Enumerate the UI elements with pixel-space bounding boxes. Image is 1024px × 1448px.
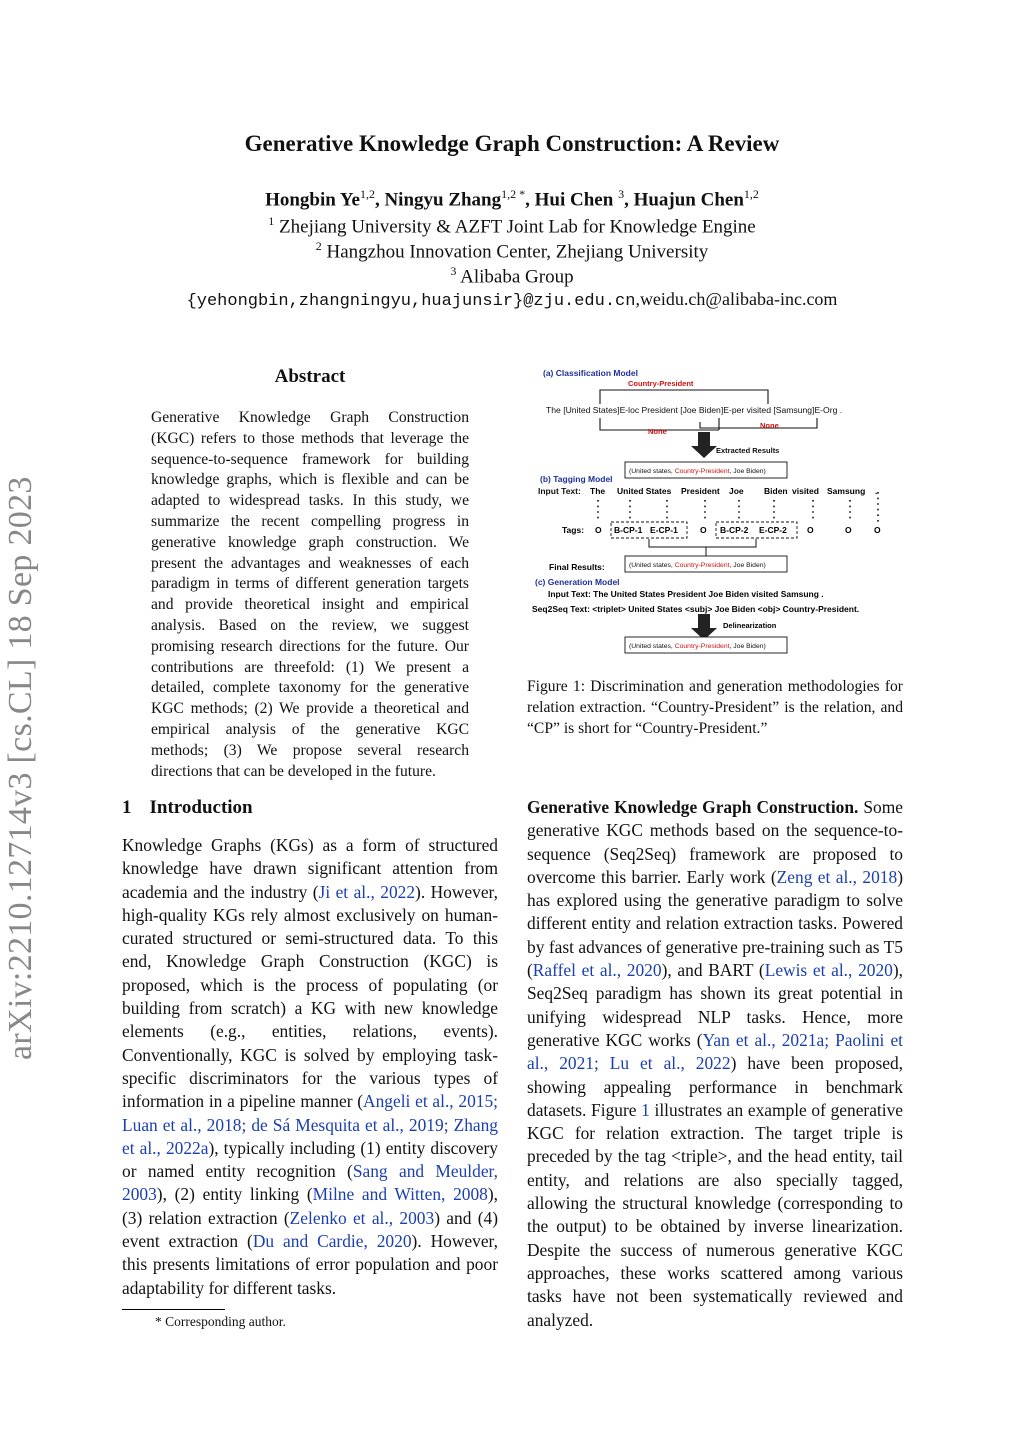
- fig-b-token: United States: [617, 486, 672, 496]
- fig-b-dotted-lines: [598, 492, 878, 522]
- author-sup: 3: [618, 187, 625, 201]
- section-title: Introduction: [149, 797, 253, 818]
- affiliation-sup: 2: [315, 239, 322, 253]
- intro-paragraph: [122, 834, 498, 1300]
- fig-b-token: Biden: [764, 486, 788, 496]
- affiliation-sup: 1: [268, 214, 275, 228]
- fig-b-input-label: Input Text:: [538, 486, 581, 496]
- section-number: 1: [122, 797, 132, 818]
- body-text: ), (3) relation extraction (: [122, 1184, 498, 1228]
- citation-link[interactable]: Zelenko et al., 2003: [289, 1207, 435, 1228]
- fig-b-token: visited: [792, 486, 819, 496]
- citation-link[interactable]: Yan et al., 2021a; Paolini et al., 2021; Lu et al., 2022: [527, 1029, 903, 1074]
- author-name: Huajun Chen: [633, 189, 744, 211]
- fig-triple-2: (United states, Country-President, Joe Biden): [629, 562, 766, 569]
- author-name: Hongbin Ye: [265, 189, 360, 211]
- author-sup: 1,2 *: [501, 187, 526, 201]
- fig-extracted: Extracted Results: [716, 446, 780, 455]
- author-emails: [0, 289, 1024, 311]
- citation-link[interactable]: Angeli et al., 2015; Luan et al., 2018; de Sá Mesquita et al., 2019; Zhang et al., 2022a: [122, 1091, 498, 1158]
- fig-b-tag: E-CP-1: [650, 525, 678, 535]
- figure-caption: Figure 1: Discrimination and generation methodologies for relation extraction. “Country-President” is the relation, and “CP” is short for “Country-President.”: [527, 678, 903, 737]
- author-sup: 1,2: [359, 187, 375, 201]
- author-list: Hongbin Ye$^{1,2}$, Ningyu Zhang$^{1,2 *}$, Hui Chen $^3$, Huajun Chen$^{1,2}$: [265, 187, 759, 211]
- fig-b-tag: E-CP-2: [759, 525, 787, 535]
- fig-a-label: (a) Classification Model: [543, 368, 638, 378]
- figure-1: [530, 362, 910, 662]
- footnote-rule: [122, 1309, 225, 1310]
- section-heading: [122, 797, 271, 819]
- abstract-heading: Abstract: [274, 366, 346, 387]
- body-text: ). However, this presents limitations of error population and poor adaptability for different tasks.: [122, 1231, 498, 1298]
- body-text: ). However, high-quality KGs rely almost exclusively on human-curated structured or semi-structured data. To this end, Knowledge Graph Construction (KGC) is proposed, which is the process of populating (or building from scratch) a KG with new knowledge elements (e.g., entities, relations, events). Conventionally, KGC is solved by employing task-specific discriminators for the various types of information in a pipeline manner (: [122, 881, 498, 1112]
- body-text: Knowledge Graphs (KGs) as a form of structured knowledge have drawn significant attention from academia and the industry (: [122, 835, 498, 902]
- fig-final-label: Final Results:: [549, 562, 605, 572]
- fig-b-tag: B-CP-1: [614, 525, 643, 535]
- body-text: ) and (4) event extraction (: [122, 1207, 498, 1252]
- body-text: ) has explored using the generative paradigm to solve different entity and relation extraction tasks. Powered by fast advances of generative pre-training such as T5 (: [527, 866, 903, 981]
- fig-a-none-2: None: [760, 421, 779, 430]
- fig-triple-1: (United states, Country-President, Joe Biden): [629, 468, 766, 475]
- affiliation-text: Zhejiang University & AZFT Joint Lab for Knowledge Engine: [279, 216, 756, 238]
- citation-link[interactable]: Ji et al., 2022: [318, 881, 416, 902]
- fig-b-tag: B-CP-2: [720, 525, 749, 535]
- fig-a-none-1: None: [648, 427, 667, 436]
- figure-ref-link[interactable]: 1: [641, 1099, 650, 1120]
- fig-b-token: .: [875, 486, 878, 496]
- fig-b-tag: O: [807, 525, 814, 535]
- fig-a-sentence: The [United States]E-loc President [Joe Biden]E-per visited [Samsung]E-Org .: [546, 405, 843, 415]
- affiliation: [0, 214, 1024, 238]
- citation-link[interactable]: Sang and Meulder, 2003: [122, 1161, 498, 1205]
- affiliation: [0, 239, 1024, 263]
- right-paragraph: [527, 796, 903, 1332]
- fig-arrow-a: [691, 432, 717, 458]
- fig-b-tokens: [590, 486, 877, 496]
- body-text: ), typically including (1) entity discovery or named entity recognition (: [122, 1137, 498, 1182]
- fig-b-tag: O: [595, 525, 602, 535]
- paper-title: Generative Knowledge Graph Construction: A Review: [244, 131, 780, 156]
- email-mono: {yehongbin,zhangningyu,huajunsir}@zju.edu.cn: [186, 292, 636, 311]
- abstract-text: Generative Knowledge Graph Construction (KGC) refers to those methods that leverage the sequence-to-sequence framework for building knowledge graphs, which is flexible and can be adapted to widespread tasks. In this study, we summarize the recent compelling progress in generative knowledge graph construction. We present the advantages and weaknesses of each paradigm in terms of different generation targets and provide theoretical insight and empirical analysis. Based on the review, we suggest promising research directions for the future. Our contributions are threefold: (1) We present a detailed, complete taxonomy for the generative KGC methods; (2) We provide a theoretical and empirical analysis of the generative KGC methods; (3) We propose several research directions that can be developed in the future.: [151, 409, 469, 780]
- citation-link[interactable]: Lewis et al., 2020: [764, 960, 893, 981]
- fig-b-tag: O: [874, 525, 881, 535]
- arxiv-side-label: arXiv:2210.12714v3 [cs.CL] 18 Sep 2023: [2, 476, 39, 1060]
- citation-link[interactable]: Du and Cardie, 2020: [252, 1231, 412, 1252]
- body-text: illustrates an example of generative KGC for relation extraction. The target triple is preceded by the tag <triple>, and the head entity, tail entity, and relations are also specially tagged, allowing the structural knowledge (corresponding to the output) to be obtained by inverse linearization. Despite the success of numerous generative KGC approaches, these works scattered among various tasks have not been systematically reviewed and analyzed.: [527, 1099, 903, 1330]
- fig-b-tag: O: [845, 525, 852, 535]
- affiliation-text: Hangzhou Innovation Center, Zhejiang University: [326, 241, 709, 263]
- fig-arrow-c: [691, 614, 717, 640]
- body-text: Some generative KGC methods based on the sequence-to-sequence (Seq2Seq) framework are proposed to overcome this barrier. Early work (: [527, 797, 903, 887]
- fig-b-token: Samsung: [827, 486, 866, 496]
- fig-triple-3: (United states, Country-President, Joe Biden): [629, 643, 766, 650]
- body-text: ) have been proposed, showing appealing performance in benchmark datasets. Figure: [527, 1053, 903, 1120]
- paragraph-heading: Generative Knowledge Graph Construction.: [527, 797, 859, 817]
- author-sup: 1,2: [743, 187, 759, 201]
- fig-b-token: Joe: [729, 486, 744, 496]
- fig-b-tag: O: [700, 525, 707, 535]
- fig-c-seq2seq: Seq2Seq Text: <triplet> United States <subj> Joe Biden <obj> Country-President.: [532, 604, 860, 614]
- body-text: ), (2) entity linking (: [156, 1184, 313, 1205]
- body-text: ), and BART (: [661, 960, 765, 981]
- fig-b-token: President: [681, 486, 720, 496]
- fig-b-token: The: [590, 486, 606, 496]
- author-name: Ningyu Zhang: [384, 189, 502, 211]
- footnote: * Corresponding author.: [155, 1314, 286, 1329]
- affiliation: [0, 264, 1024, 288]
- citation-link[interactable]: Raffel et al., 2020: [532, 960, 662, 981]
- body-text: ), Seq2Seq paradigm has shown its great potential in unifying widespread NLP tasks. Hence, more generative KGC works (: [527, 960, 903, 1050]
- fig-c-label: (c) Generation Model: [535, 577, 620, 587]
- fig-c-input: Input Text: The United States President Joe Biden visited Samsung .: [548, 589, 824, 599]
- fig-b-tags-label: Tags:: [562, 525, 585, 535]
- citation-link[interactable]: Zeng et al., 2018: [776, 866, 898, 887]
- email-rest: ,weidu.ch@alibaba-inc.com: [635, 289, 838, 309]
- fig-b-label: (b) Tagging Model: [540, 474, 613, 484]
- affiliation-text: Alibaba Group: [460, 266, 574, 288]
- affiliation-sup: 3: [450, 264, 457, 278]
- fig-b-merge-line: [649, 539, 756, 547]
- fig-delinearization: Delinearization: [723, 621, 777, 630]
- citation-link[interactable]: Milne and Witten, 2008: [312, 1184, 488, 1205]
- fig-a-relation: Country-President: [628, 379, 694, 388]
- author-name: Hui Chen: [534, 189, 614, 211]
- fig-a-bracket-right: [700, 418, 817, 428]
- fig-a-bracket-top: [600, 390, 768, 404]
